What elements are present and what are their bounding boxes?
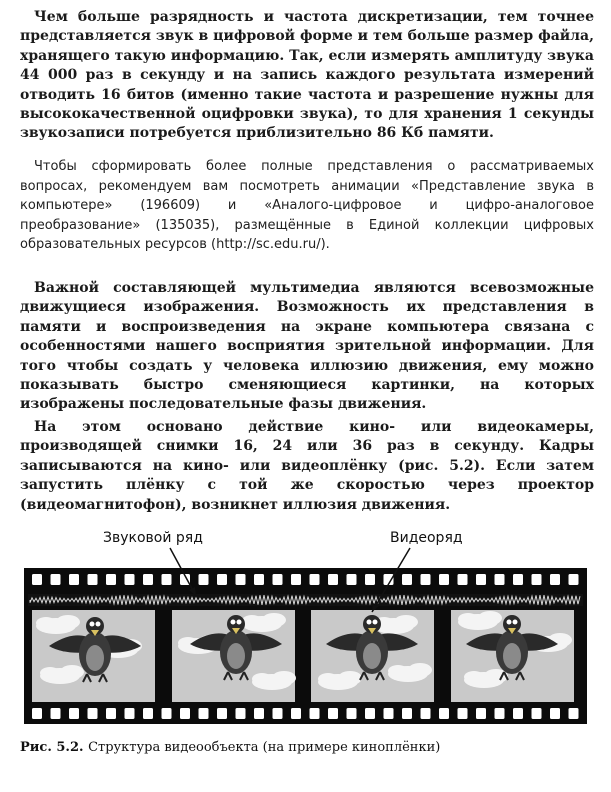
sprocket-hole (51, 574, 61, 585)
sprocket-hole (254, 708, 264, 719)
sprocket-hole (421, 574, 431, 585)
sprocket-hole (236, 574, 246, 585)
sprocket-hole (439, 708, 449, 719)
sprocket-hole (458, 708, 468, 719)
sprocket-hole (273, 708, 283, 719)
sprocket-hole (458, 574, 468, 585)
sprocket-hole (384, 708, 394, 719)
sprocket-hole (328, 708, 338, 719)
sprocket-hole (69, 574, 79, 585)
sprocket-hole (273, 574, 283, 585)
sprocket-hole (106, 708, 116, 719)
sprocket-hole (69, 708, 79, 719)
sprocket-hole (402, 708, 412, 719)
video-frame-3 (311, 610, 434, 702)
sprocket-hole (310, 574, 320, 585)
sprocket-hole (217, 574, 227, 585)
figure-caption (20, 740, 440, 755)
sprocket-hole (51, 708, 61, 719)
video-frame-2 (172, 610, 296, 702)
sprocket-hole (569, 574, 579, 585)
sprocket-hole (476, 708, 486, 719)
sprocket-hole (125, 574, 135, 585)
sprocket-hole (402, 574, 412, 585)
sprocket-hole (88, 708, 98, 719)
sprocket-hole (365, 574, 375, 585)
sprocket-hole (32, 574, 42, 585)
sprocket-hole (199, 708, 209, 719)
sprocket-hole (106, 574, 116, 585)
sprocket-hole (550, 574, 560, 585)
caption-number: Рис. 5.2. (20, 740, 84, 755)
sprocket-hole (162, 708, 172, 719)
sprocket-hole (143, 708, 153, 719)
caption-text: Структура видеообъекта (на примере киноплёнки) (88, 740, 441, 755)
sprocket-hole (291, 708, 301, 719)
label-sound-track: Звуковой ряд (103, 530, 203, 546)
sprocket-hole (532, 708, 542, 719)
sprocket-hole (32, 708, 42, 719)
sprocket-hole (550, 708, 560, 719)
sprocket-hole (328, 574, 338, 585)
sprocket-hole (143, 574, 153, 585)
sprocket-hole (421, 708, 431, 719)
paragraph-film-camera: На этом основано действие кино- или видеокамеры, производящей снимки 16, 24 или 36 раз в секунду. Кадры записываются на кино- или видеоплёнку (рис. 5.2). Если затем запустить плёнку с той же скоростью через проектор (видеомагнитофон), возникнет иллюзия движения. (20, 419, 594, 513)
sprocket-hole (291, 574, 301, 585)
paragraph-moving-images: Важной составляющей мультимедиа являются всевозможные движущиеся изображения. Возможность их представления в памяти и воспроизведения на экране компьютера связана с особенностями нашего восприятия зрительной информации. Для того чтобы создать у человека иллюзию движения, ему можно показывать быстро сменяющиеся картинки, на которых изображены последовательные фазы движения. (20, 280, 594, 413)
sprocket-hole (365, 708, 375, 719)
sprocket-hole (125, 708, 135, 719)
sprocket-hole (495, 708, 505, 719)
sprocket-hole (532, 574, 542, 585)
sprocket-hole (88, 574, 98, 585)
sprocket-hole (236, 708, 246, 719)
sprocket-hole (495, 574, 505, 585)
sprocket-hole (254, 574, 264, 585)
sprocket-hole (347, 708, 357, 719)
sprocket-hole (180, 708, 190, 719)
sprocket-hole (199, 574, 209, 585)
sprocket-hole (569, 708, 579, 719)
sprocket-hole (476, 574, 486, 585)
paragraph-sampling: Чем больше разрядность и частота дискретизации, тем точнее представляется звук в цифровой форме и тем больше размер файла, хранящего такую информацию. Так, если измерять амплитуду звука 44 000 раз в секунду и на запись каждого результата измерений отводить 16 битов (именно такие частота и разрешение нужны для высококачественной оцифровки звука), то для хранения 1 секунды звукозаписи потребуется приблизительно 86 Кб памяти. (20, 9, 594, 142)
video-frame-1 (32, 610, 155, 702)
label-video-track: Видеоряд (390, 530, 463, 546)
sprocket-hole (310, 708, 320, 719)
sprocket-hole (217, 708, 227, 719)
sprocket-hole (513, 708, 523, 719)
sprocket-hole (162, 574, 172, 585)
video-frame-4 (451, 610, 574, 702)
sprocket-hole (513, 574, 523, 585)
sprocket-hole (347, 574, 357, 585)
paragraph-animations: Чтобы сформировать более полные представления о рассматриваемых вопросах, рекомендуем вам посмотреть анимации «Представление звука в компьютере» (196609) и «Аналого-цифровое и цифро-аналоговое преобразование» (135035), размещённые в Единой коллекции цифровых образовательных ресурсов (http://sc.edu.ru/). (20, 159, 594, 253)
sprocket-hole (439, 574, 449, 585)
